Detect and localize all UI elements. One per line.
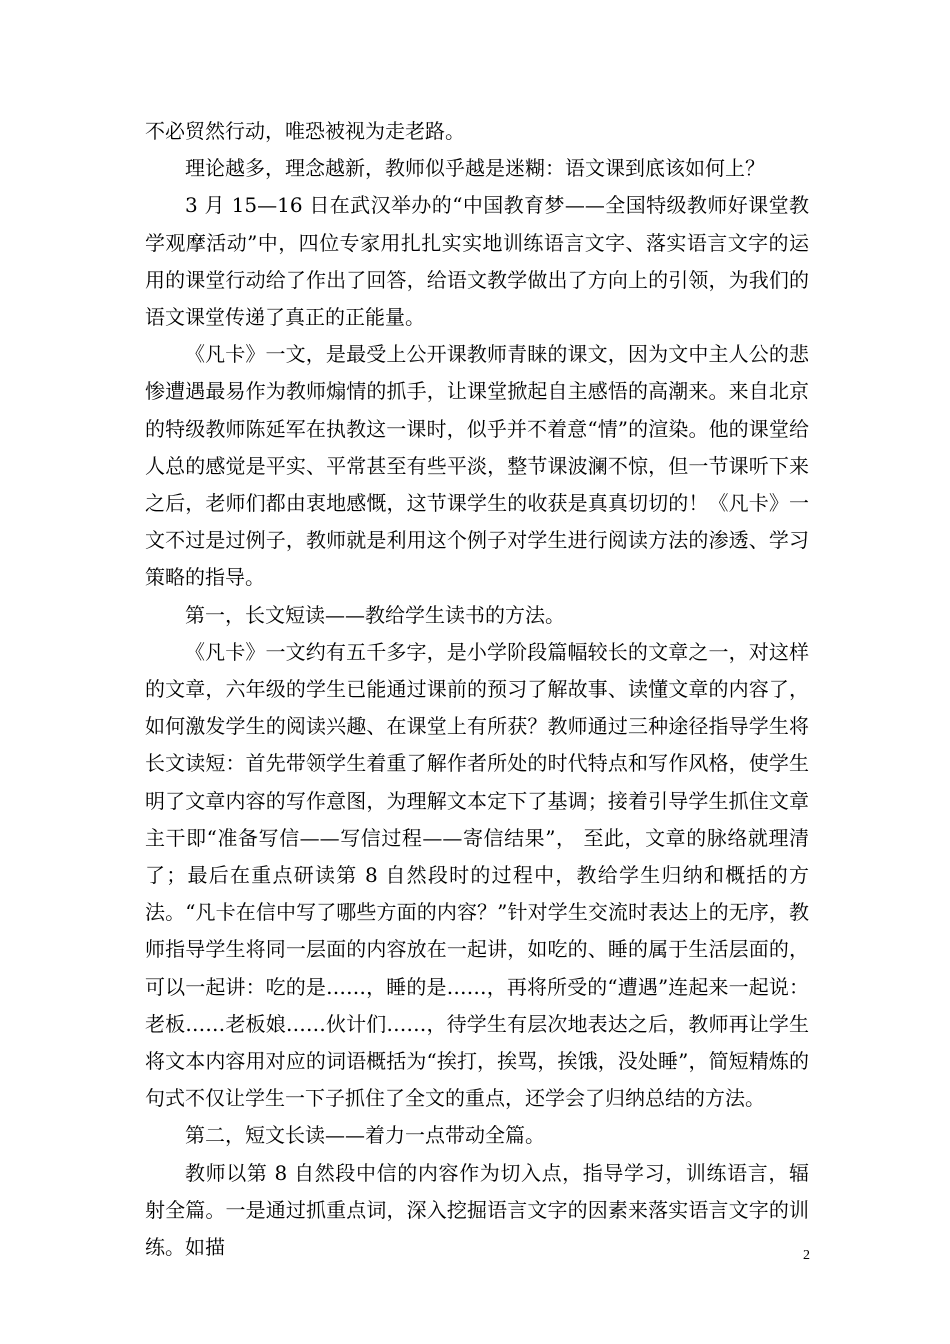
paragraph-event: 3 月 15—16 日在武汉举办的“中国教育梦——全国特级教师好课堂教学观摩活动”中，四位专家用扎扎实实地训练语言文字、落实语言文字的运用的课堂行动给了作出了回答，给语文教学做出了方向上的引领，为我们的语文课堂传递了真正的正能量。 [145,193,809,330]
paragraph-point-two-body: 教师以第 8 自然段中信的内容作为切入点，指导学习，训练语言，辐射全篇。一是通过抓重点词，深入挖掘语言文字的因素来落实语言文字的训练。如描 [145,1160,809,1260]
paragraph-point-one-heading: 第一，长文短读——教给学生读书的方法。 [185,602,565,627]
document-page [145,113,809,1266]
paragraph-point-two-heading: 第二，短文长读——着力一点带动全篇。 [185,1123,545,1148]
paragraph-point-one-body: 《凡卡》一文约有五千多字，是小学阶段篇幅较长的文章之一，对这样的文章，六年级的学生已能通过课前的预习了解故事、读懂文章的内容了，如何激发学生的阅读兴趣、在课堂上有所获？教师通过三种途径指导学生将长文读短：首先带领学生着重了解作者所处的时代特点和写作风格，使学生明了文章内容的写作意图，为理解文本定下了基调；接着引导学生抓住文章主干即“准备写信——写信过程——寄信结果”， 至此，文章的脉络就理清了；最后在重点研读第 8 自然段时的过程中，教给学生归纳和概括的方法。“凡卡在信中写了哪些方面的内容？”针对学生交流时表达上的无序，教师指导学生将同一层面的内容放在一起讲，如吃的、睡的属于生活层面的，可以一起讲：吃的是……，睡的是……，再将所受的“遭遇”连起来一起说：老板……老板娘……伙计们……，待学生有层次地表达之后，教师再让学生将文本内容用对应的词语概括为“挨打，挨骂，挨饿，没处睡”，简短精炼的句式不仅让学生一下子抓住了全文的重点，还学会了归纳总结的方法。 [145,639,809,1111]
paragraph-question: 理论越多，理念越新，教师似乎越是迷糊：语文课到底该如何上？ [185,156,765,181]
page-number: 2 [803,1248,810,1263]
paragraph-continuation: 不必贸然行动，唯恐被视为走老路。 [145,119,465,143]
paragraph-vanka-intro: 《凡卡》一文，是最受上公开课教师青睐的课文，因为文中主人公的悲惨遭遇最易作为教师煽情的抓手，让课堂掀起自主感悟的高潮来。来自北京的特级教师陈延军在执教这一课时，似乎并不着意“情”的渲染。他的课堂给人总的感觉是平实、平常甚至有些平淡，整节课波澜不惊，但一节课听下来之后，老师们都由衷地感慨，这节课学生的收获是真真切切的！《凡卡》一文不过是过例子，教师就是利用这个例子对学生进行阅读方法的渗透、学习策略的指导。 [145,342,809,590]
